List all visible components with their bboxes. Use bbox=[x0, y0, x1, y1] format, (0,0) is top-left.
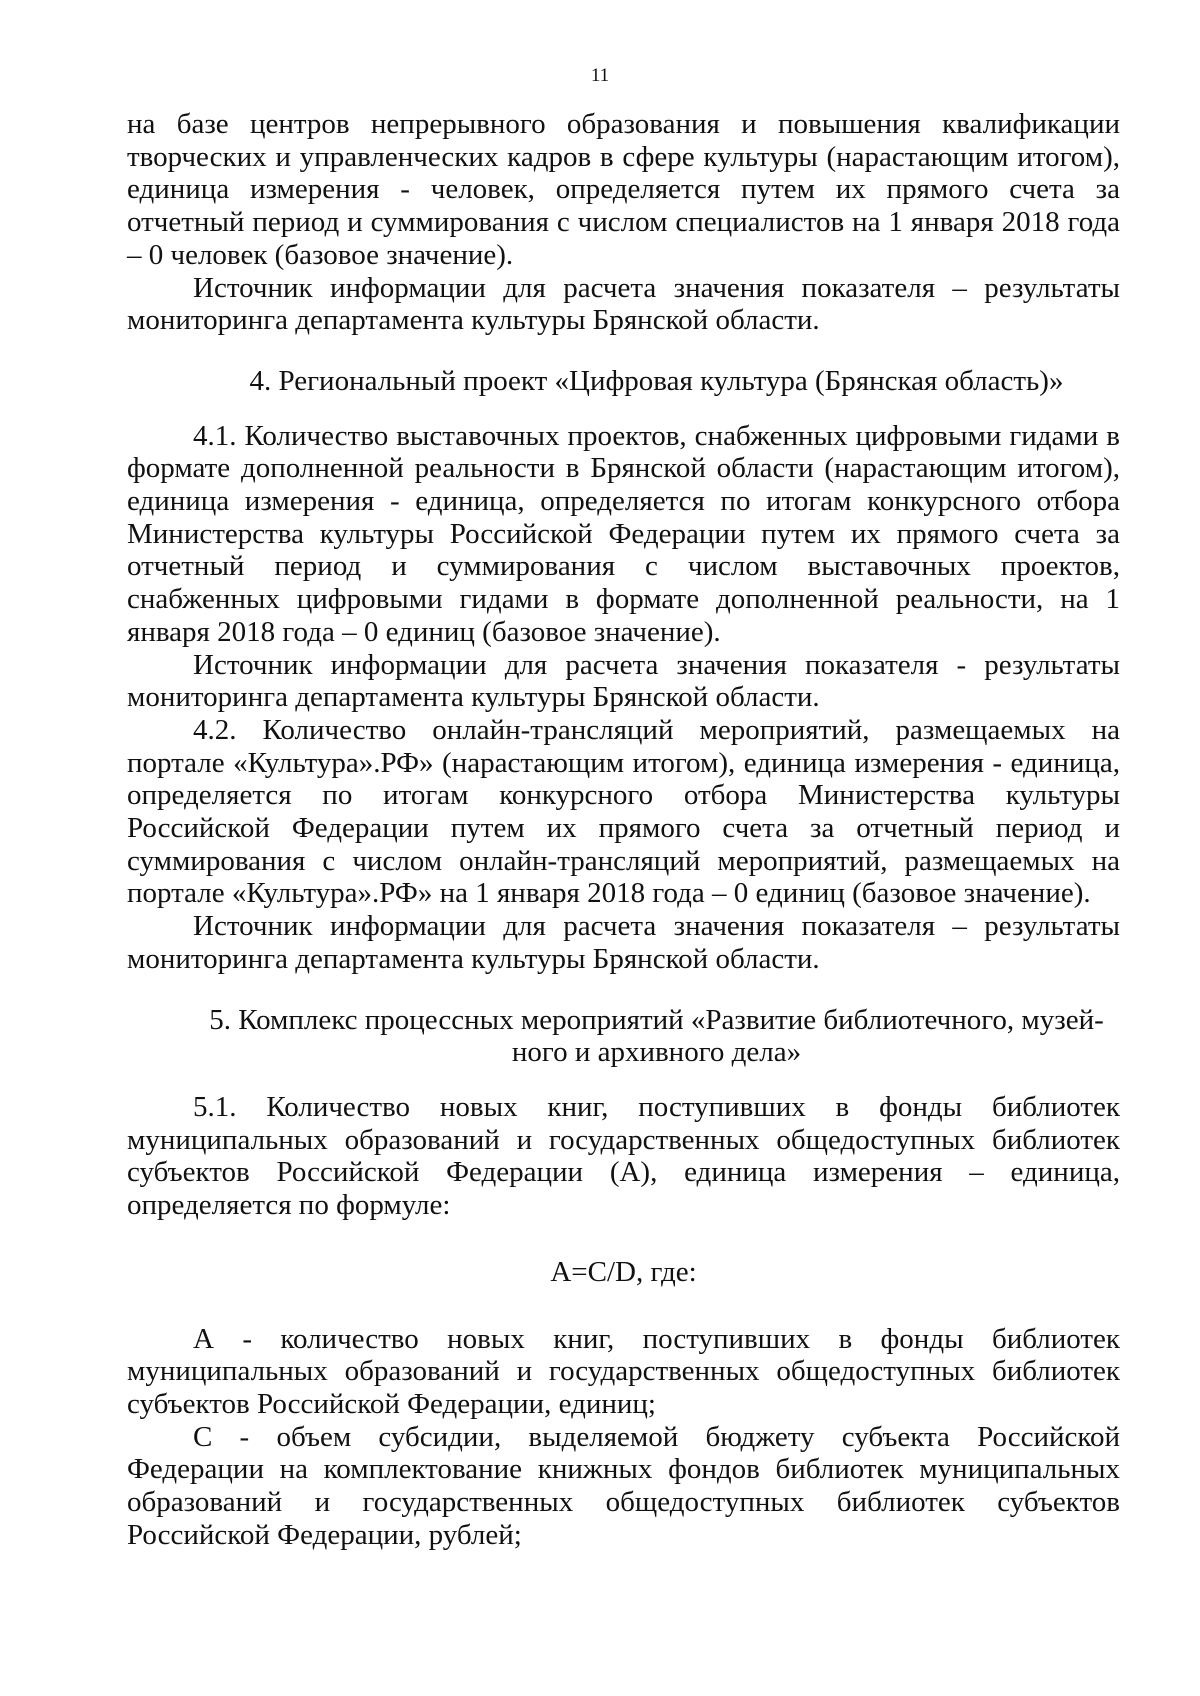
section-5-heading-line1: 5. Комплекс процессных мероприятий «Развитие библиотечного, музей- bbox=[209, 1003, 1104, 1036]
item-4-2-source: Источник информации для расчета значения показателя – результаты мониторинга департамента культуры Брянской области. bbox=[127, 910, 1120, 975]
page-number: 11 bbox=[590, 65, 610, 86]
definition-c: С - объем субсидии, выделяемой бюджету субъекта Российской Федерации на комплектование книжных фондов библиотек муниципальных образований и государственных общедоступных библиотек субъектов Российской Федерации, рублей; bbox=[127, 1420, 1120, 1551]
paragraph-continuation: на базе центров непрерывного образования и повышения квалификации творческих и управленческих кадров в сфере культуры (нарастающим итогом), единица измерения - человек, определяется путем их прямого счета за отчетный период и суммирования с числом специалистов на 1 января 2018 года – 0 человек (базовое значение). bbox=[127, 108, 1120, 271]
section-5-heading bbox=[127, 1004, 1120, 1069]
definition-a: А - количество новых книг, поступивших в фонды библиотек муниципальных образований и государственных общедоступных библиотек субъектов Российской Федерации, единиц; bbox=[127, 1322, 1120, 1420]
item-4-1: 4.1. Количество выставочных проектов, снабженных цифровыми гидами в формате дополненной реальности в Брянской области (нарастающим итогом), единица измерения - единица, определяется по итогам конкурсного отбора Министерства культуры Российской Федерации путем их прямого счета за отчетный период и суммирования с числом выставочных проектов, снабженных цифровыми гидами в формате дополненной реальности, на 1 января 2018 года – 0 единиц (базовое значение). bbox=[127, 419, 1120, 648]
item-4-1-source: Источник информации для расчета значения показателя - результаты мониторинга департамента культуры Брянской области. bbox=[127, 648, 1120, 714]
section-5-heading-line2: ного и архивного дела» bbox=[511, 1036, 802, 1069]
section-4-heading: 4. Региональный проект «Цифровая культура (Брянская область)» bbox=[249, 364, 1064, 397]
item-5-1: 5.1. Количество новых книг, поступивших в фонды библиотек муниципальных образований и государственных общедоступных библиотек субъектов Российской Федерации (А), единица измерения – единица, определяется по формуле: bbox=[127, 1090, 1120, 1222]
document-body bbox=[127, 108, 1120, 1551]
formula: А=С/D, где: bbox=[550, 1255, 697, 1288]
paragraph-source-info: Источник информации для расчета значения показателя – результаты мониторинга департамента культуры Брянской области. bbox=[127, 271, 1120, 337]
item-4-2: 4.2. Количество онлайн-трансляций мероприятий, размещаемых на портале «Культура».РФ» (нарастающим итогом), единица измерения - единица, определяется по итогам конкурсного отбора Министерства культуры Российской Федерации путем их прямого счета за отчетный период и суммирования с числом онлайн-трансляций мероприятий, размещаемых на портале «Культура».РФ» на 1 января 2018 года – 0 единиц (базовое значение). bbox=[127, 713, 1120, 910]
